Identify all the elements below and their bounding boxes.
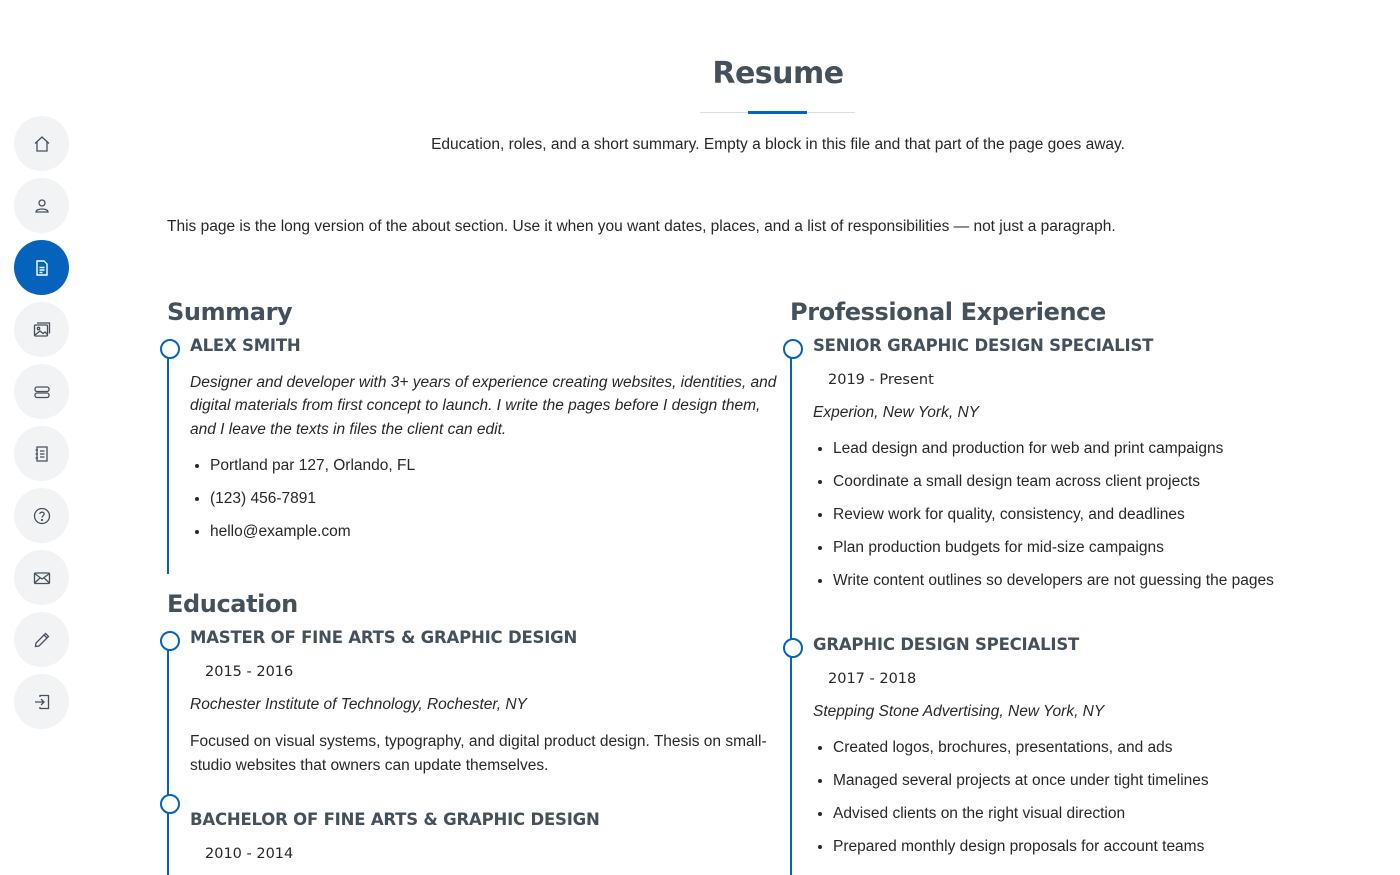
envelope-icon — [32, 568, 52, 588]
experience-bullet: • Created logos, brochures, presentations, and ads — [833, 737, 1390, 758]
nav-resume-button[interactable] — [14, 240, 69, 295]
experience-bullet: • Advised clients on the right visual direction — [833, 803, 1390, 824]
page-subtitle: Education, roles, and a short summary. Empty a block in this file and that part of the page goes away. — [431, 136, 1125, 153]
nav-faq-button[interactable] — [14, 488, 69, 543]
education-item — [167, 628, 777, 797]
experience-bullet: • Coordinate a small design team across client projects — [833, 471, 1390, 492]
images-icon — [32, 320, 52, 340]
page-intro: This page is the long version of the about section. Use it when you want dates, places, and a list of responsibilities — not just a paragraph. — [167, 218, 1116, 235]
person-icon — [32, 196, 52, 216]
education-place: Rochester Institute of Technology, Rochester, NY — [190, 695, 527, 713]
experience-heading: Professional Experience — [790, 298, 1106, 326]
education-description: Focused on visual systems, typography, and digital product design. Thesis on small-studio websites that owners can update themselves. — [190, 733, 767, 774]
experience-title: GRAPHIC DESIGN SPECIALIST — [813, 635, 1080, 654]
experience-title: SENIOR GRAPHIC DESIGN SPECIALIST — [813, 336, 1154, 355]
education-dates: 2015 - 2016 — [205, 663, 294, 680]
right-column — [790, 298, 1390, 875]
experience-bullet: • Write content outlines so developers are not guessing the pages — [833, 570, 1390, 591]
experience-bullets — [813, 438, 1390, 591]
education-title: BACHELOR OF FINE ARTS & GRAPHIC DESIGN — [190, 810, 600, 829]
page-title: Resume — [712, 56, 844, 91]
left-column — [167, 298, 777, 875]
pencil-icon — [32, 630, 52, 650]
nav-edit-button[interactable] — [14, 612, 69, 667]
experience-dates: 2019 - Present — [828, 371, 934, 388]
experience-item — [790, 336, 1390, 641]
server-icon — [32, 382, 52, 402]
experience-bullets — [813, 737, 1390, 857]
experience-bullet: • Managed several projects at once under tight timelines — [833, 770, 1390, 791]
experience-bullet: • Prepared monthly design proposals for account teams — [833, 836, 1390, 857]
experience-dates: 2017 - 2018 — [828, 670, 917, 687]
education-heading: Education — [167, 590, 298, 618]
contact-address: • Portland par 127, Orlando, FL — [210, 455, 777, 476]
nav-portfolio-button[interactable] — [14, 302, 69, 357]
experience-company: Stepping Stone Advertising, New York, NY — [813, 702, 1105, 720]
question-circle-icon — [32, 506, 52, 526]
summary-bio: Designer and developer with 3+ years of experience creating websites, identities, and digital materials from first concept to launch. I write the pages before I design them, and I leave the texts in files the client can edit. — [190, 373, 777, 438]
contact-phone: • (123) 456-7891 — [210, 488, 777, 509]
experience-item — [790, 635, 1390, 875]
experience-bullet: • Plan production budgets for mid-size campaigns — [833, 537, 1390, 558]
side-navigation — [14, 116, 70, 736]
nav-list-button[interactable] — [14, 426, 69, 481]
nav-contact-button[interactable] — [14, 550, 69, 605]
contact-email: • hello@example.com — [210, 521, 777, 542]
nav-about-button[interactable] — [14, 178, 69, 233]
experience-bullet: • Review work for quality, consistency, and deadlines — [833, 504, 1390, 525]
summary-item — [167, 336, 777, 574]
card-list-icon — [32, 444, 52, 464]
title-divider-accent — [748, 111, 807, 114]
nav-login-button[interactable] — [14, 674, 69, 729]
file-text-icon — [32, 258, 52, 278]
box-arrow-in-right-icon — [32, 692, 52, 712]
summary-heading: Summary — [167, 298, 293, 326]
contact-list — [190, 455, 777, 542]
experience-bullet: • Lead design and production for web and print campaigns — [833, 438, 1390, 459]
education-item — [167, 797, 777, 875]
education-title: MASTER OF FINE ARTS & GRAPHIC DESIGN — [190, 628, 578, 647]
education-dates: 2010 - 2014 — [205, 845, 294, 862]
summary-name: ALEX SMITH — [190, 336, 301, 355]
experience-company: Experion, New York, NY — [813, 403, 979, 421]
nav-services-button[interactable] — [14, 364, 69, 419]
